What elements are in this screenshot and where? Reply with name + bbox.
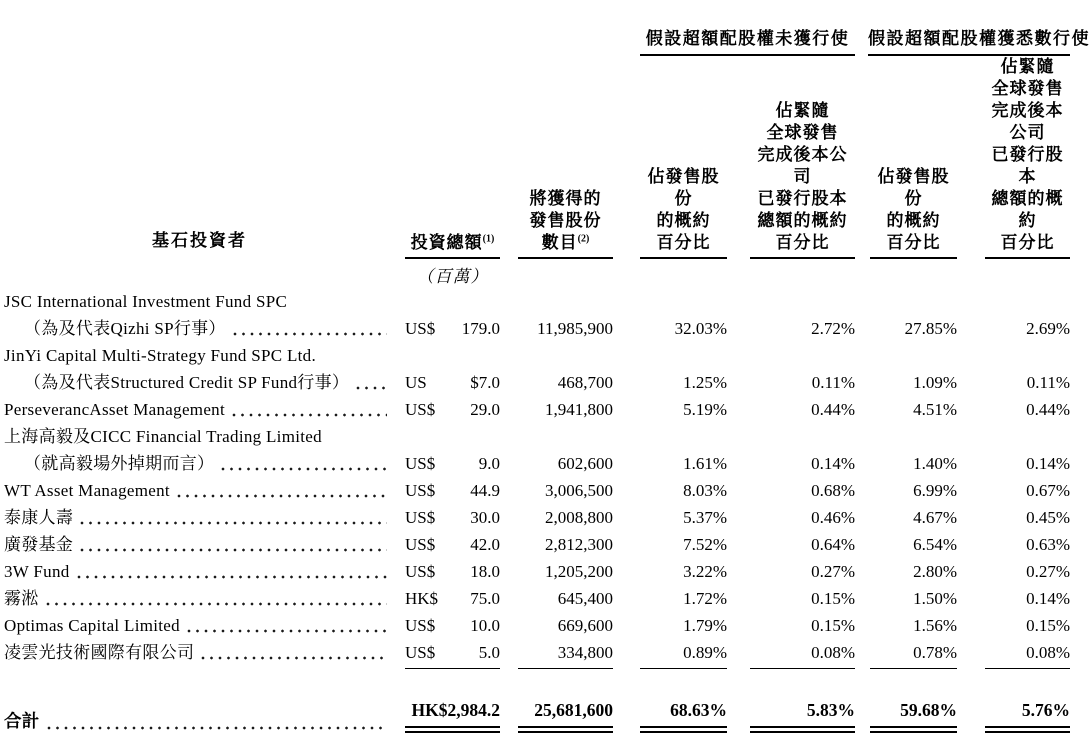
- investment-label: 投資總額: [410, 233, 483, 252]
- col-header-shares: 將獲得的 發售股份 數目$^{(2)}$: [518, 188, 613, 259]
- pct-capital-full-exercise: 0.27%: [1026, 562, 1070, 581]
- rule-pct1: [640, 668, 727, 669]
- dot-leader: [47, 726, 387, 730]
- dot-leader: [221, 467, 387, 471]
- pct-capital-no-exercise: 0.44%: [811, 400, 855, 419]
- pct-offer-no-exercise: 5.19%: [683, 400, 727, 419]
- pct-offer-no-exercise: 1.72%: [683, 589, 727, 608]
- investor-name-cell: [4, 611, 390, 638]
- pct-offer-no-exercise: 5.37%: [683, 508, 727, 527]
- investor-name: 3W Fund: [4, 562, 70, 581]
- pct-capital-full-exercise: 0.45%: [1026, 508, 1070, 527]
- pct-offer-full-exercise: 4.51%: [913, 400, 957, 419]
- investment-amount: 30.0: [470, 508, 500, 527]
- total-pct-offer-no-exercise: 68.63%: [670, 700, 727, 720]
- pct-offer-no-exercise: 7.52%: [683, 535, 727, 554]
- total-pct-capital-full-exercise: 5.76%: [1021, 700, 1070, 720]
- investor-name-cell: [4, 368, 390, 395]
- investment-currency: US$: [405, 643, 436, 662]
- pct-capital-full-exercise: 0.14%: [1026, 454, 1070, 473]
- pct-offer-full-exercise: 1.40%: [913, 454, 957, 473]
- group-header-no-exercise: 假設超額配股權未獲行使: [640, 24, 855, 56]
- dot-leader: [356, 386, 387, 390]
- dot-leader: [177, 494, 387, 498]
- investment-currency: US$: [405, 481, 436, 500]
- pct-offer-full-exercise: 1.09%: [913, 373, 957, 392]
- pct-offer-no-exercise: 3.22%: [683, 562, 727, 581]
- pct-capital-no-exercise: 0.08%: [811, 643, 855, 662]
- group-header-full-exercise: 假設超額配股權獲悉數行使: [868, 24, 1070, 56]
- dot-leader: [201, 656, 387, 660]
- pct-capital-full-exercise: 0.15%: [1026, 616, 1070, 635]
- investor-name: （就高毅場外掉期而言）: [24, 454, 215, 473]
- investor-row: [4, 584, 1078, 611]
- investor-name-line1: 上海高毅及CICC Financial Trading Limited: [4, 427, 322, 446]
- pct-offer-full-exercise: 1.50%: [913, 589, 957, 608]
- pct-capital-full-exercise: 0.11%: [1026, 373, 1070, 392]
- pct-offer-full-exercise: 6.99%: [913, 481, 957, 500]
- investor-row-name-line: [4, 287, 1078, 314]
- pct-capital-no-exercise: 0.15%: [811, 589, 855, 608]
- investment-amount: 29.0: [470, 400, 500, 419]
- rule-pct4: [985, 668, 1070, 669]
- dot-leader: [77, 575, 387, 579]
- dot-leader: [232, 413, 387, 417]
- investor-row: [4, 476, 1078, 503]
- offer-shares-count: 468,700: [557, 373, 613, 392]
- investor-row: [4, 530, 1078, 557]
- investor-name-cell: [4, 557, 390, 584]
- pct-offer-full-exercise: 6.54%: [913, 535, 957, 554]
- col-header-pct-offer-full-exercise: 佔發售股份 的概約 百分比: [870, 166, 957, 259]
- spacer-row: [4, 675, 1078, 699]
- investor-name-cell: [4, 476, 390, 503]
- investment-currency: US$: [405, 562, 436, 581]
- pct-capital-no-exercise: 0.27%: [811, 562, 855, 581]
- footnote-ref-2: (2): [577, 233, 590, 245]
- rule-pct3: [870, 668, 957, 669]
- investor-name: 霧淞: [4, 589, 39, 608]
- investment-amount: 9.0: [478, 454, 500, 473]
- pct-capital-no-exercise: 2.72%: [811, 319, 855, 338]
- investor-name-cell: [4, 395, 390, 422]
- investor-name-cell: [4, 530, 390, 557]
- offer-shares-count: 2,008,800: [545, 508, 613, 527]
- pct-capital-full-exercise: 0.67%: [1026, 481, 1070, 500]
- investment-currency: US$: [405, 508, 436, 527]
- pct-capital-full-exercise: 2.69%: [1026, 319, 1070, 338]
- investor-row: [4, 314, 1078, 341]
- investor-row: [4, 638, 1078, 665]
- investor-name-line1: JSC International Investment Fund SPC: [4, 292, 288, 311]
- investor-name: 凌雲光技術國際有限公司: [4, 643, 195, 662]
- investor-name: 廣發基金: [4, 535, 74, 554]
- dot-leader: [80, 521, 387, 525]
- investor-row-name-line: [4, 341, 1078, 368]
- investor-name: Optimas Capital Limited: [4, 616, 180, 635]
- dot-leader: [233, 332, 387, 336]
- investor-name-cell: [4, 638, 390, 665]
- double-underline: [405, 726, 500, 733]
- investor-name: （為及代表Structured Credit SP Fund行事）: [24, 373, 350, 392]
- col-header-pct-offer-no-exercise: 佔發售股份 的概約 百分比: [640, 166, 727, 259]
- investor-name-cell: [4, 314, 390, 341]
- offer-shares-count: 334,800: [557, 643, 613, 662]
- pct-offer-full-exercise: 1.56%: [913, 616, 957, 635]
- investment-amount: 179.0: [461, 319, 500, 338]
- investment-currency: US: [405, 373, 427, 392]
- pct-capital-full-exercise: 0.44%: [1026, 400, 1070, 419]
- pct-offer-full-exercise: 27.85%: [904, 319, 957, 338]
- dot-leader: [187, 629, 387, 633]
- rule-pct2: [750, 668, 855, 669]
- double-underline: [870, 726, 957, 733]
- offer-shares-count: 669,600: [557, 616, 613, 635]
- offer-shares-count: 11,985,900: [537, 319, 613, 338]
- investor-name-cell: [4, 503, 390, 530]
- pct-capital-no-exercise: 0.64%: [811, 535, 855, 554]
- double-underline: [640, 726, 727, 733]
- investor-row: [4, 449, 1078, 476]
- investment-amount: 18.0: [470, 562, 500, 581]
- pct-capital-no-exercise: 0.46%: [811, 508, 855, 527]
- subtotal-rule-row: [4, 665, 1078, 675]
- pct-offer-no-exercise: 1.79%: [683, 616, 727, 635]
- total-pct-offer-full-exercise: 59.68%: [900, 700, 957, 720]
- pct-offer-no-exercise: 1.61%: [683, 454, 727, 473]
- investor-row: [4, 368, 1078, 395]
- investor-name: WT Asset Management: [4, 481, 170, 500]
- investor-name-cell: [4, 449, 390, 476]
- investment-currency: US$: [405, 454, 436, 473]
- offer-shares-count: 2,812,300: [545, 535, 613, 554]
- double-underline: [985, 726, 1070, 733]
- double-underline: [750, 726, 855, 733]
- pct-offer-full-exercise: 2.80%: [913, 562, 957, 581]
- pct-offer-full-exercise: 4.67%: [913, 508, 957, 527]
- pct-capital-no-exercise: 0.14%: [811, 454, 855, 473]
- unit-row: [4, 259, 1078, 287]
- footnote-ref-1: (1): [482, 233, 495, 245]
- investment-amount: $7.0: [470, 373, 500, 392]
- investor-row: [4, 395, 1078, 422]
- pct-capital-full-exercise: 0.14%: [1026, 589, 1070, 608]
- investment-currency: HK$: [405, 589, 439, 608]
- offer-shares-count: 645,400: [557, 589, 613, 608]
- total-label: 合計: [4, 711, 40, 731]
- pct-offer-no-exercise: 0.89%: [683, 643, 727, 662]
- pct-offer-full-exercise: 0.78%: [913, 643, 957, 662]
- pct-capital-no-exercise: 0.15%: [811, 616, 855, 635]
- col-header-pct-capital-full-exercise: 佔緊隨 全球發售 完成後本公司 已發行股本 總額的概約 百分比: [985, 56, 1070, 259]
- pct-offer-no-exercise: 32.03%: [674, 319, 727, 338]
- col-header-pct-capital-no-exercise: 佔緊隨 全球發售 完成後本公司 已發行股本 總額的概約 百分比: [750, 100, 855, 259]
- rule-investment: [405, 668, 500, 669]
- pct-capital-no-exercise: 0.11%: [811, 373, 855, 392]
- col-header-investor: 基石投資者: [152, 231, 247, 250]
- pct-capital-full-exercise: 0.63%: [1026, 535, 1070, 554]
- investor-rows: [4, 287, 1078, 665]
- cornerstone-investors-table: [4, 16, 1090, 733]
- pct-capital-no-exercise: 0.68%: [811, 481, 855, 500]
- investor-name: 泰康人壽: [4, 508, 74, 527]
- investment-currency: US$: [405, 400, 436, 419]
- offer-shares-count: 1,205,200: [545, 562, 613, 581]
- total-investment: HK$2,984.2: [411, 700, 500, 720]
- offer-shares-count: 602,600: [557, 454, 613, 473]
- investor-name: （為及代表Qizhi SP行事）: [24, 319, 226, 338]
- column-header-row: [4, 56, 1078, 259]
- investor-row: [4, 611, 1078, 638]
- total-pct-capital-no-exercise: 5.83%: [806, 700, 855, 720]
- investor-row: [4, 503, 1078, 530]
- total-shares: 25,681,600: [534, 700, 613, 720]
- investor-row-name-line: [4, 422, 1078, 449]
- investment-amount: 44.9: [470, 481, 500, 500]
- investor-row: [4, 557, 1078, 584]
- double-underline: [518, 726, 613, 733]
- pct-offer-no-exercise: 1.25%: [683, 373, 727, 392]
- col-header-investment: [405, 232, 500, 259]
- pct-capital-full-exercise: 0.08%: [1026, 643, 1070, 662]
- investor-name-line1: JinYi Capital Multi-Strategy Fund SPC Ltd.: [4, 346, 317, 365]
- group-header-row: [4, 16, 1078, 56]
- investment-amount: 42.0: [470, 535, 500, 554]
- dot-leader: [46, 602, 387, 606]
- offer-shares-count: 1,941,800: [545, 400, 613, 419]
- investor-name: PerseverancAsset Management: [4, 400, 225, 419]
- pct-offer-no-exercise: 8.03%: [683, 481, 727, 500]
- investment-currency: US$: [405, 616, 436, 635]
- investor-name-cell: [4, 584, 390, 611]
- rule-shares: [518, 668, 613, 669]
- investment-amount: 5.0: [478, 643, 500, 662]
- dot-leader: [80, 548, 387, 552]
- investment-currency: US$: [405, 319, 436, 338]
- investment-unit-millions: （百萬）: [416, 267, 489, 286]
- total-row: [4, 699, 1078, 733]
- investment-currency: US$: [405, 535, 436, 554]
- investment-amount: 10.0: [470, 616, 500, 635]
- investment-amount: 75.0: [470, 589, 500, 608]
- offer-shares-count: 3,006,500: [545, 481, 613, 500]
